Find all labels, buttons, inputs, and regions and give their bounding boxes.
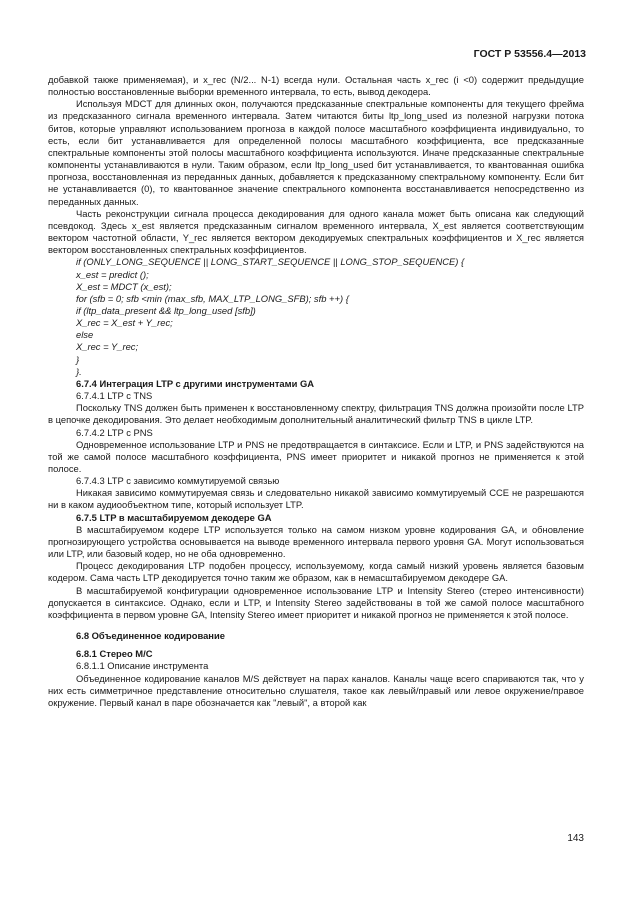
pseudocode-block: [48, 256, 584, 378]
paragraph: Никакая зависимо коммутируемая связь и следовательно никакой зависимо коммутируемый CCE не разрешаются ни в каком аудиообъектном типе, который использует LTP.: [48, 487, 584, 511]
subsection-heading: 6.7.4.1 LTP с TNS: [76, 390, 153, 402]
paragraph: Одновременное использование LTP и PNS не предотвращается в синтаксисе. Если и LTP, и PNS задействуются на той же самой полосе масштабного коэффициента, PNS имеет приоритет и никакой прогноз не применяется к этой полосе.: [48, 438, 584, 474]
subsection-heading: 6.8.1.1 Описание инструмента: [76, 660, 209, 672]
paragraph: В масштабируемой конфигурации одновременное использование LTP и Intensity Stereo (стерео интенсивности) допускается в синтаксисе. Однако, если и LTP, и Intensity Stereo задействованы в той же самой полосе масштабного коэффициента в первом уровне GA, Intensity Stereo имеет приоритет и никакой прогноз не применяется к этой полосе.: [48, 584, 584, 620]
code-line: x_est = predict ();: [76, 268, 149, 280]
section-heading: 6.7.5 LTP в масштабируемом декодере GA: [76, 511, 272, 523]
code-line: X_rec = X_est + Y_rec;: [76, 317, 173, 329]
paragraph: добавкой также применяемая), и x_rec (N/2... N-1) всегда нули. Остальная часть x_rec (i <0) содержит предыдущие полностью восстановленные выборки временного интервала, то есть, вывод декодера.: [48, 74, 584, 98]
page-body: [48, 74, 584, 709]
code-line: }: [76, 353, 80, 365]
section-heading: 6.8.1 Стерео M/C: [76, 648, 153, 660]
subsection-heading: 6.7.4.3 LTP с зависимо коммутируемой связью: [76, 475, 280, 487]
subsection-heading: 6.7.4.2 LTP с PNS: [76, 426, 153, 438]
paragraph: Процесс декодирования LTP подобен процессу, используемому, когда самый низкий уровень является базовым кодером. Сама часть LTP декодируется точно таким же образом, как в немасштабируемом декодере GA.: [48, 560, 584, 584]
code-line: X_rec = Y_rec;: [76, 341, 139, 353]
code-line: for (sfb = 0; sfb <min (max_sfb, MAX_LTP_LONG_SFB); sfb ++) {: [76, 292, 349, 304]
section-heading: 6.7.4 Интеграция LTP с другими инструментами GA: [76, 377, 315, 389]
section-heading: 6.8 Объединенное кодирование: [76, 630, 225, 642]
paragraph: Объединенное кодирование каналов M/S действует на парах каналов. Каналы чаще всего спариваются так, что у них есть симметричное представление относительно слушателя, такое как левый/правый или левое окружение/правое окружение. Первый канал в паре обозначается как "левый", а второй как: [48, 672, 584, 708]
paragraph: Поскольку TNS должен быть применен к восстановленному спектру, фильтрация TNS должна произойти после LTP в цепочке декодирования. Это делает необходимым дополнительный аналитический фильтр TNS в цикле LTP.: [48, 402, 584, 426]
code-line: if (ONLY_LONG_SEQUENCE || LONG_START_SEQUENCE || LONG_STOP_SEQUENCE) {: [76, 256, 465, 268]
paragraph: В масштабируемом кодере LTP используется только на самом низком уровне кодирования GA, и обновление прогнозирующего устройства основывается на выводе временного интервала первого уровня GA. Могут использоваться или LTP, или базовый кодер, но не оба одновременно.: [48, 523, 584, 560]
paragraph: Часть реконструкции сигнала процесса декодирования для одного канала может быть описана как следующий псевдокод. Здесь x_est является предсказанным сигналом временного интервала, X_est является соответствующим вектором частотной области, Y_rec является вектором декодируемых спектральных коэффициентов и X_rec является вектором восстановленных спектральных коэффициентов.: [48, 207, 584, 256]
paragraph: Используя MDCT для длинных окон, получаются предсказанные спектральные компоненты для текущего фрейма из предсказанного сигнала временного интервала. Затем читаются биты ltp_long_used из полезной нагрузки потока битов, которые управляют использованием прогноза в каждой полосе масштабного коэффициента индивидуально, то есть, если бит устанавливается для определенной полосы масштабного коэффициента, все предсказанные спектральные компоненты этой полосы масштабного коэффициента используются. Иначе предсказанные спектральные компоненты устанавливаются в нули. Таким образом, если ltp_long_used бит устанавливается, то квантованная ошибка прогноза, восстановленная из переданных данных, добавляется к предсказанному спектральному компоненту. Если бит не устанавливается (0), то квантованное значение спектрального компонента восстанавливается непосредственно из переданных данных.: [48, 98, 584, 207]
document-header: ГОСТ Р 53556.4—2013: [473, 48, 586, 60]
code-line: X_est = MDCT (x_est);: [76, 280, 172, 292]
page-number: 143: [567, 833, 584, 844]
code-line: if (ltp_data_present && ltp_long_used [sfb]): [76, 304, 256, 316]
code-line: else: [76, 329, 94, 341]
code-line: }.: [76, 365, 82, 377]
